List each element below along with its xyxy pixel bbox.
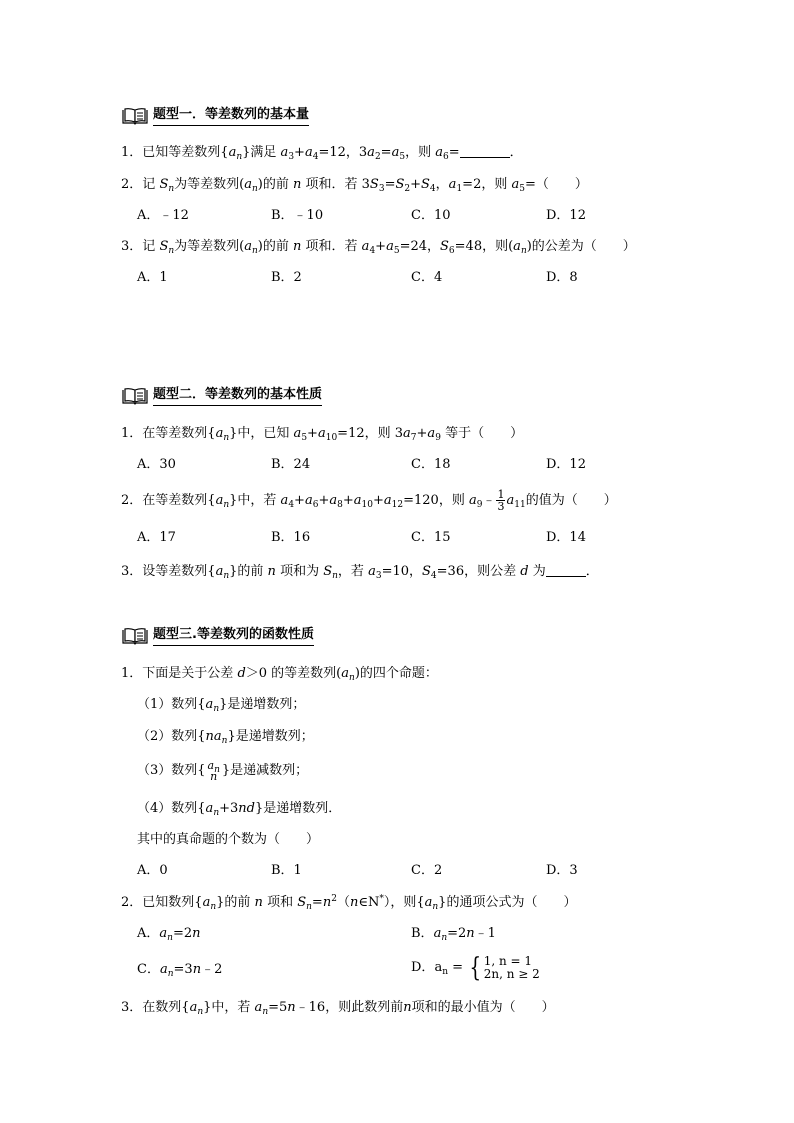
- question-1-2: 2．记 $S_n$为等差数列$(a_n)$的前 n 项和．若 $3S_3=S_2+S_4$，$a_1=2$，则 $a_5=$（ ）: [121, 177, 588, 194]
- proposition-4: （4）数列$\{a_n+3nd\}$是递增数列．: [137, 801, 342, 818]
- section-title: 题型二．等差数列的基本性质: [153, 387, 322, 406]
- question-2-1: 1．在等差数列$\{a_n\}$中，已知 $a_5+a_{10}=12$，则 $3a_7+a_9$ 等于（ ）: [121, 426, 524, 443]
- option-b[interactable]: B．2: [271, 270, 302, 285]
- option-d[interactable]: D．12: [546, 208, 586, 223]
- book-icon: [121, 387, 149, 405]
- question-2-2: 2．在等差数列$\{a_n\}$中，若 $a_4+a_6+a_8+a_{10}+a_{12}=120$，则 $a_9﹣$ $\frac{1}{3}$ $a_{11}$的值为（ ）: [121, 488, 617, 513]
- book-icon: [121, 627, 149, 645]
- option-c[interactable]: C．15: [411, 530, 451, 545]
- proposition-2: （2）数列$\{na_n\}$是递增数列；: [137, 729, 314, 746]
- option-d[interactable]: D．$a_n$ = { 1, n = 1 2n, n ≥ 2: [411, 952, 540, 983]
- section-title: 题型一．等差数列的基本量: [153, 107, 309, 126]
- question-1-3: 3．记 $S_n$为等差数列$(a_n)$的前 n 项和．若 $a_4+a_5=24$，$S_6=48$，则$(a_n)$的公差为（ ）: [121, 239, 636, 256]
- option-b[interactable]: B．$a_n=2n﹣1$: [411, 926, 496, 943]
- option-b[interactable]: B．16: [271, 530, 311, 545]
- question-prompt: 其中的真命题的个数为（ ）: [137, 832, 320, 847]
- option-a[interactable]: A．$a_n=2n$: [137, 926, 201, 943]
- option-c[interactable]: C．18: [411, 457, 451, 472]
- option-c[interactable]: C．2: [411, 863, 443, 878]
- option-a[interactable]: A．0: [137, 863, 168, 878]
- option-c[interactable]: C．10: [411, 208, 451, 223]
- option-b[interactable]: B．﹣10: [271, 208, 324, 223]
- book-icon: [121, 107, 149, 125]
- section-title: 题型三.等差数列的函数性质: [153, 627, 314, 646]
- answer-blank[interactable]: [546, 564, 586, 577]
- option-d[interactable]: D．14: [546, 530, 586, 545]
- section-header-3: [121, 625, 314, 647]
- question-3-1: 1．下面是关于公差 d＞0 的等差数列$(a_n)$的四个命题：: [121, 666, 438, 683]
- question-3-2: 2．已知数列$\{a_n\}$的前 n 项和 $S_n=n^2(n\in N^*)$，则$\{a_n\}$的通项公式为（ ）: [121, 894, 577, 912]
- option-a[interactable]: A．1: [137, 270, 168, 285]
- section-header-2: [121, 385, 322, 407]
- option-d[interactable]: D．3: [546, 863, 578, 878]
- question-1-1: 1．已知等差数列$\{a_n\}$满足 $a_3+a_4=12$，$3a_2=a_5$，则 $a_6=$ ．: [121, 145, 523, 162]
- proposition-3: （3）数列{ $a_n$ n }是递减数列；: [137, 758, 309, 783]
- question-2-3: 3．设等差数列$\{a_n\}$的前 n 项和为 $S_n$，若 $a_3=10$，$S_4=36$，则公差 d 为 ．: [121, 564, 599, 581]
- option-a[interactable]: A．﹣12: [137, 208, 189, 223]
- question-3-3: 3．在数列$\{a_n\}$中，若 $a_n=5n﹣16$，则此数列前n项和的最小值为（ ）: [121, 1000, 555, 1017]
- option-a[interactable]: A．17: [137, 530, 176, 545]
- option-a[interactable]: A．30: [137, 457, 176, 472]
- answer-blank[interactable]: [460, 145, 510, 158]
- fraction: $\frac{1}{3}$: [497, 488, 505, 513]
- proposition-1: （1）数列$\{a_n\}$是递增数列；: [137, 697, 306, 714]
- option-d[interactable]: D．8: [546, 270, 578, 285]
- option-c[interactable]: C．4: [411, 270, 443, 285]
- option-d[interactable]: D．12: [546, 457, 586, 472]
- section-header-1: [121, 105, 309, 127]
- option-c[interactable]: C．$a_n=3n﹣2$: [137, 962, 223, 979]
- fraction: $a_n$ n: [207, 758, 220, 783]
- option-b[interactable]: B．1: [271, 863, 302, 878]
- option-b[interactable]: B．24: [271, 457, 311, 472]
